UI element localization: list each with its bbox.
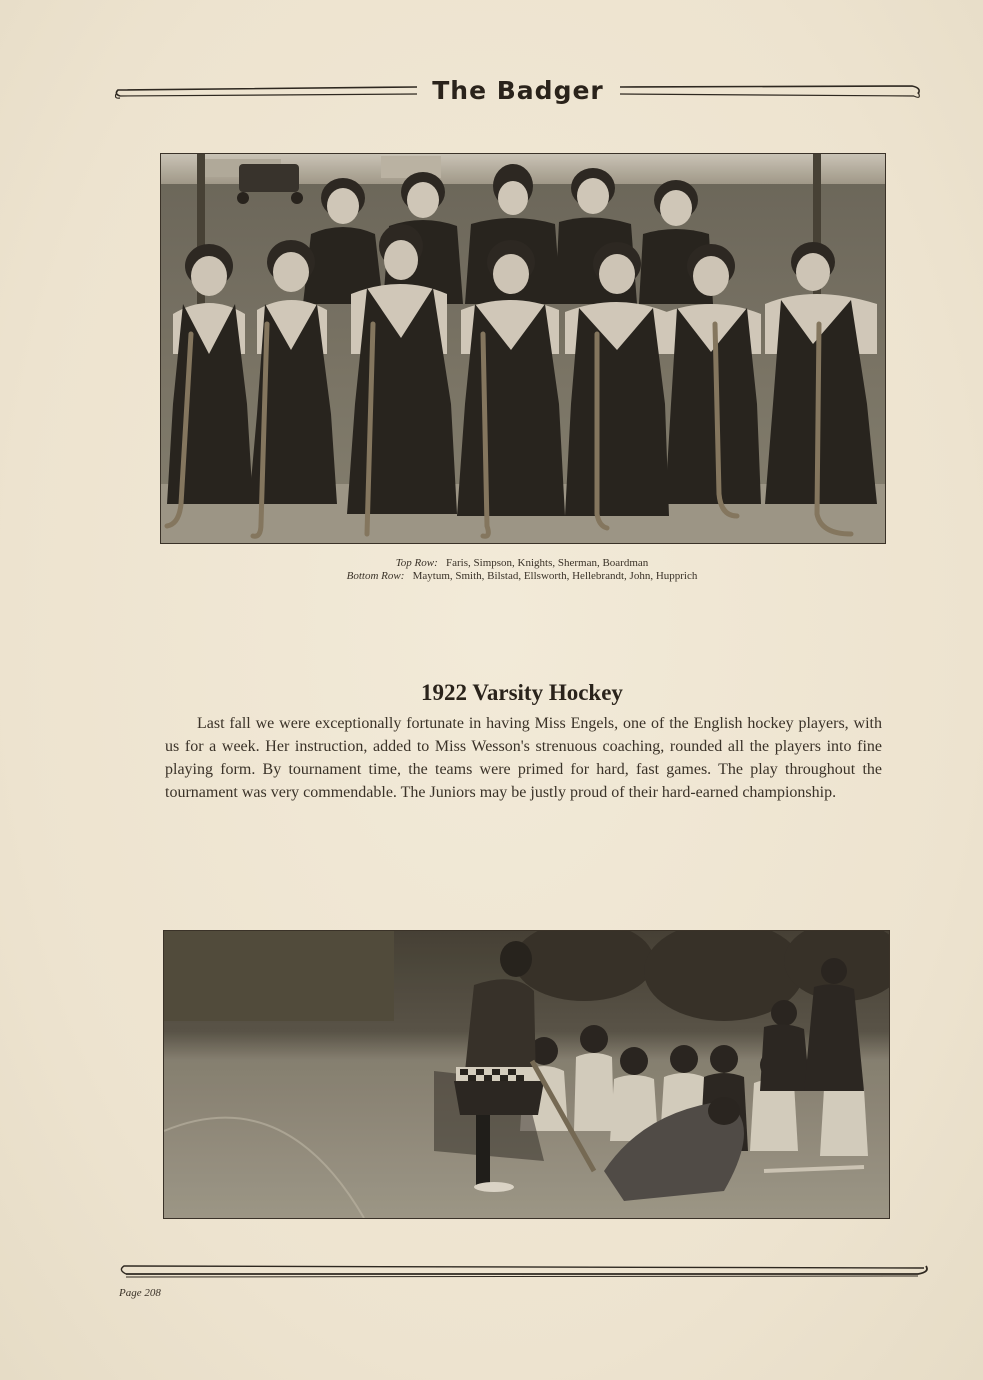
team-photo-image (161, 154, 885, 543)
page-header (112, 70, 924, 114)
footer-rule (118, 1262, 930, 1282)
caption-bottom-names: Maytum, Smith, Bilstad, Ellsworth, Hellebrandt, John, Hupprich (412, 570, 698, 582)
caption-bottom-row (160, 570, 884, 583)
team-photo (160, 153, 886, 544)
footer-rule-line (118, 1262, 930, 1282)
caption-top-row (160, 557, 884, 570)
header-title: The Badger (432, 76, 604, 105)
photo-caption (160, 557, 884, 583)
practice-photo (163, 930, 890, 1219)
page-number: Page 208 (119, 1287, 161, 1299)
article-title: 1922 Varsity Hockey (421, 680, 623, 705)
practice-photo-image (164, 931, 889, 1218)
caption-bottom-label: Bottom Row: (346, 570, 405, 582)
caption-top-label: Top Row: (395, 557, 438, 569)
article-body: Last fall we were exceptionally fortunate in having Miss Engels, one of the English hockey players, with us for a week. Her instruction, added to Miss Wesson's strenuous coaching, rounded all the players into fine playing form. By tournament time, the teams were primed for hard, fast games. The play throughout the tournament was very commendable. The Juniors may be justly proud of their hard-earned championship. (165, 715, 882, 801)
caption-top-names: Faris, Simpson, Knights, Sherman, Boardman (446, 557, 649, 569)
